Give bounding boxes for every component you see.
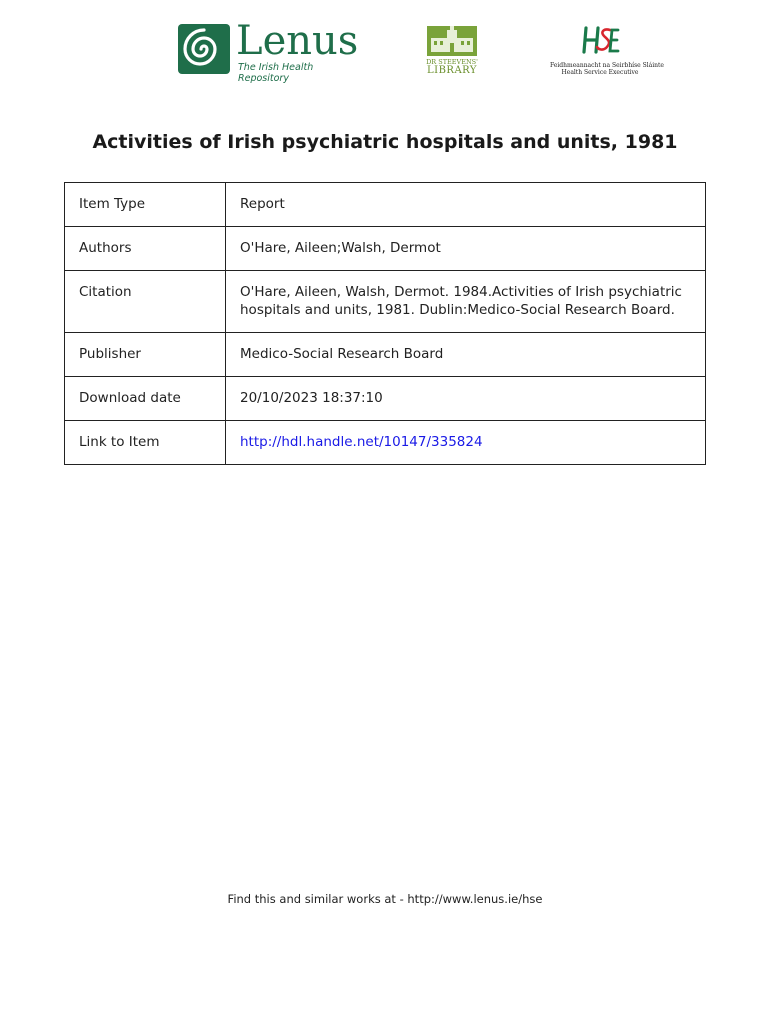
table-row	[65, 333, 706, 377]
row-label: Link to Item	[65, 421, 226, 465]
table-row	[65, 227, 706, 271]
library-building-icon	[425, 24, 479, 58]
row-label: Authors	[65, 227, 226, 271]
row-value	[226, 421, 706, 465]
lenus-tagline: The Irish Health Repository	[238, 62, 314, 84]
item-link[interactable]: http://hdl.handle.net/10147/335824	[240, 434, 483, 450]
row-label: Download date	[65, 377, 226, 421]
dr-steevens-library-logo	[425, 24, 479, 76]
row-label: Citation	[65, 271, 226, 333]
logo-bar	[0, 18, 770, 84]
row-value: Medico-Social Research Board	[226, 333, 706, 377]
row-label: Publisher	[65, 333, 226, 377]
hse-logo	[550, 22, 664, 78]
hse-logo-line1: Feidhmeannacht na Seirbhíse Sláinte	[550, 62, 664, 69]
lenus-logo	[178, 18, 360, 84]
document-title: Activities of Irish psychiatric hospitals and units, 1981	[92, 131, 678, 153]
metadata-table	[64, 182, 706, 465]
lenus-wordmark: Lenus	[236, 18, 359, 64]
row-value: 20/10/2023 18:37:10	[226, 377, 706, 421]
table-row	[65, 271, 706, 333]
table-row	[65, 377, 706, 421]
row-value: Report	[226, 183, 706, 227]
hse-logo-line2: Health Service Executive	[561, 69, 639, 76]
row-value: O'Hare, Aileen;Walsh, Dermot	[226, 227, 706, 271]
stevens-logo-line1: DR STEEVENS'	[426, 58, 478, 66]
footer-text: Find this and similar works at - http://www.lenus.ie/hse	[227, 892, 543, 906]
row-value: O'Hare, Aileen, Walsh, Dermot. 1984.Activities of Irish psychiatric hospitals and units, 1981. Dublin:Medico-Social Research Board.	[226, 271, 706, 333]
table-row	[65, 421, 706, 465]
hse-mark-icon	[550, 22, 650, 58]
lenus-spiral-icon	[178, 24, 230, 74]
table-row	[65, 183, 706, 227]
stevens-logo-line2: LIBRARY	[426, 65, 477, 76]
row-label: Item Type	[65, 183, 226, 227]
